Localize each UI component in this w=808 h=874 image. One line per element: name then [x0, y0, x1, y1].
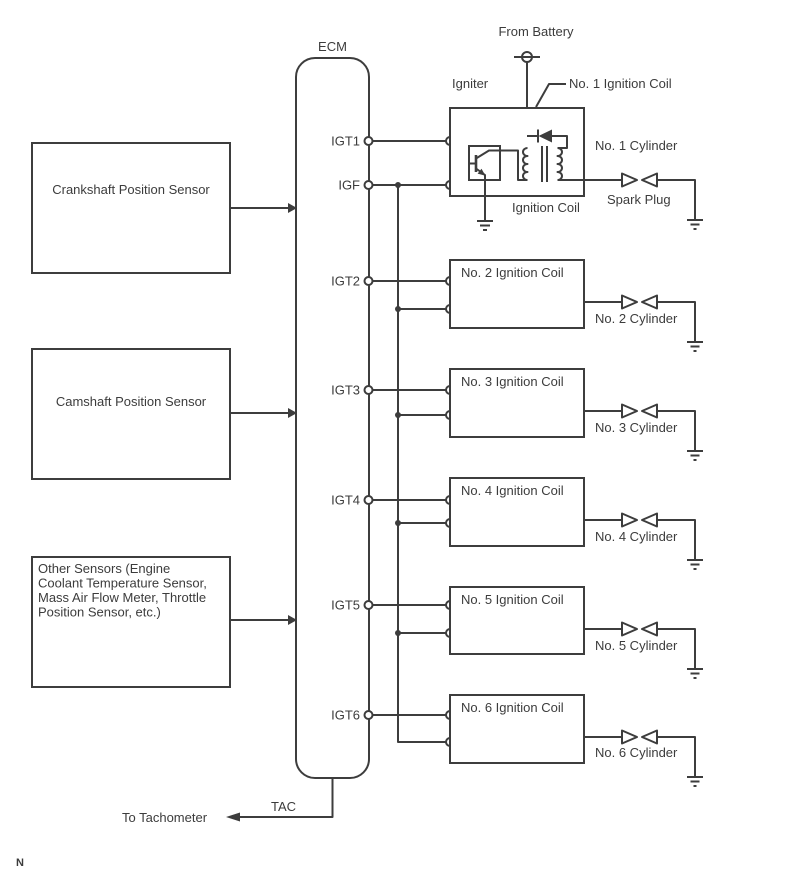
ecm-pin-igf — [365, 181, 373, 189]
cylinder-label: No. 3 Cylinder — [595, 420, 678, 435]
coil-label: No. 3 Ignition Coil — [461, 374, 564, 389]
ecm-pin-label-igt3: IGT3 — [331, 382, 360, 398]
cylinder-label: No. 5 Cylinder — [595, 638, 678, 653]
sensor-label-line2: Coolant Temperature Sensor, — [38, 575, 207, 591]
spark-gap-left-triangle — [622, 174, 637, 187]
spark-gap-icon — [622, 731, 657, 744]
ground-icon — [687, 220, 703, 229]
spark-plug-label: Spark Plug — [607, 192, 671, 207]
coil-label: No. 4 Ignition Coil — [461, 483, 564, 498]
ecm-box — [296, 39, 369, 778]
igf-bus — [395, 182, 446, 742]
sensor-box-crankshaft — [32, 143, 297, 273]
ecm-pin-label-igt5: IGT5 — [331, 597, 360, 613]
ground-icon — [687, 669, 703, 678]
ground-icon — [687, 777, 703, 786]
spark-gap-left-triangle — [622, 623, 637, 636]
sensor-box-other — [32, 557, 297, 687]
ignition-row-5 — [331, 587, 703, 678]
spark-gap-left-triangle — [622, 405, 637, 418]
sensor-box-camshaft — [32, 349, 297, 479]
ecm-pin — [365, 496, 373, 504]
spark-gap-icon — [622, 623, 657, 636]
spark-gap-right-triangle — [642, 514, 657, 527]
ecm-outline — [296, 58, 369, 778]
sensor-label: Camshaft Position Sensor — [55, 394, 207, 409]
spark-gap-icon — [622, 174, 657, 187]
arrow-left-icon — [226, 813, 240, 822]
spark-gap-left-triangle — [622, 514, 637, 527]
ecm-pin-label-igt6: IGT6 — [331, 707, 360, 723]
tachometer-output — [122, 778, 333, 825]
sensor-box-outline — [32, 349, 230, 479]
label-leader-line — [536, 84, 566, 107]
ground-icon — [687, 342, 703, 351]
coil-label: No. 6 Ignition Coil — [461, 700, 564, 715]
ecm-label: ECM — [318, 39, 347, 54]
spark-gap-left-triangle — [622, 731, 637, 744]
ignition-row-6 — [331, 695, 703, 786]
spark-gap-right-triangle — [642, 405, 657, 418]
spark-gap-icon — [622, 514, 657, 527]
spark-gap-right-triangle — [642, 623, 657, 636]
spark-gap-icon — [622, 405, 657, 418]
from-battery-label: From Battery — [498, 24, 574, 39]
footnote-mark: N — [16, 857, 24, 869]
cylinder-label: No. 6 Cylinder — [595, 745, 678, 760]
spark-gap-icon — [622, 296, 657, 309]
ecm-pin — [365, 386, 373, 394]
cylinder-label: No. 1 Cylinder — [595, 138, 678, 153]
ecm-pin — [365, 711, 373, 719]
ecm-pin-label-igt4: IGT4 — [331, 492, 360, 508]
cylinder-label: No. 4 Cylinder — [595, 529, 678, 544]
coil-label: No. 2 Ignition Coil — [461, 265, 564, 280]
sensor-box-outline — [32, 143, 230, 273]
ground-icon — [687, 560, 703, 569]
ignition-coil-caption: Ignition Coil — [512, 200, 580, 215]
ignition-row-4 — [331, 478, 703, 569]
tac-pin-label: TAC — [271, 799, 297, 814]
sensor-label-line1: Other Sensors (Engine — [38, 561, 171, 576]
sensor-label-line3: Mass Air Flow Meter, Throttle — [38, 590, 207, 605]
cylinder-label: No. 2 Cylinder — [595, 311, 678, 326]
ecm-pin-label-igt1: IGT1 — [331, 133, 360, 149]
ignition-row-1 — [331, 24, 703, 230]
ecm-pin — [365, 277, 373, 285]
spark-gap-left-triangle — [622, 296, 637, 309]
ecm-pin-igt1 — [365, 137, 373, 145]
ground-icon — [477, 221, 493, 230]
ignition-row-2 — [331, 260, 703, 351]
sensor-label-line4: Position Sensor, etc.) — [38, 604, 161, 620]
igniter-label: Igniter — [452, 76, 489, 91]
ecm-pin-label-igt2: IGT2 — [331, 273, 360, 289]
ignition-row-3 — [331, 369, 703, 460]
ground-icon — [687, 451, 703, 460]
coil-label: No. 5 Ignition Coil — [461, 592, 564, 607]
ecm-pin-label-igf: IGF — [338, 177, 360, 193]
spark-gap-right-triangle — [642, 731, 657, 744]
spark-gap-right-triangle — [642, 296, 657, 309]
coil-label: No. 1 Ignition Coil — [569, 76, 672, 91]
ecm-pin — [365, 601, 373, 609]
sensor-label: Crankshaft Position Sensor — [52, 182, 210, 197]
igf-bus-wire — [398, 185, 446, 742]
spark-gap-right-triangle — [642, 174, 657, 187]
to-tachometer-label: To Tachometer — [122, 810, 208, 825]
